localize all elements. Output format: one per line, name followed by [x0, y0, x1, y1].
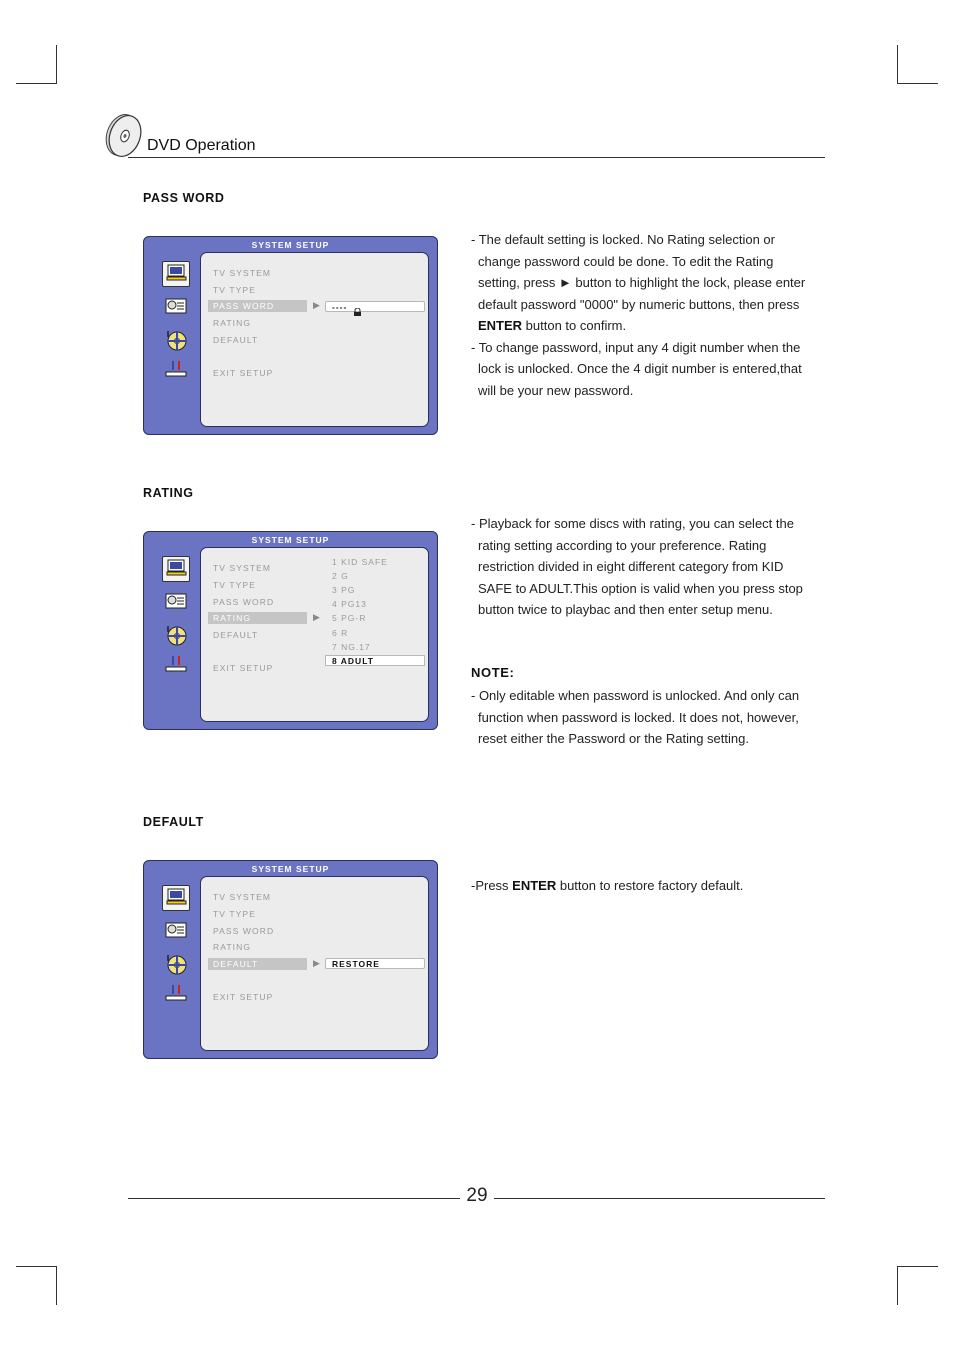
menu-item-tv-type[interactable]: TV TYPE — [213, 909, 256, 919]
setup-menu-content — [200, 876, 429, 1051]
menu-item-tv-type[interactable]: TV TYPE — [213, 580, 256, 590]
setup-menu-default — [143, 860, 438, 1059]
section-heading-password: PASS WORD — [143, 191, 225, 205]
setup-menu-title: SYSTEM SETUP — [251, 240, 330, 250]
speaker-icon[interactable] — [162, 358, 190, 384]
footer-divider-right — [494, 1198, 825, 1199]
arrow-right-icon: ▶ — [313, 612, 320, 622]
restore-value-field[interactable] — [325, 958, 425, 969]
password-paragraph-1: - The default setting is locked. No Rating selection or change password could be done. To edit the Rating setting, press ► button to highlight the lock, please enter default password "0000" by numeric buttons, then press ENTER button to confirm. — [471, 232, 806, 333]
rating-option[interactable]: 5 PG-R — [332, 613, 367, 623]
menu-item-tv-system[interactable]: TV SYSTEM — [213, 563, 272, 573]
menu-item-tv-system[interactable]: TV SYSTEM — [213, 892, 272, 902]
header-divider — [128, 157, 825, 158]
audio-disc-icon[interactable] — [162, 951, 190, 977]
disc-icon — [103, 112, 149, 163]
setup-menu-title: SYSTEM SETUP — [251, 535, 330, 545]
footer-divider-left — [128, 1198, 460, 1199]
menu-item-rating[interactable]: RATING — [213, 318, 252, 328]
audio-disc-icon[interactable] — [162, 327, 190, 353]
lock-icon — [353, 303, 362, 321]
tv-system-icon[interactable] — [162, 261, 190, 287]
note-paragraph: - Only editable when password is unlocked. And only can function when password is locked. It does not, however, reset either the Password or the Rating setting. — [471, 688, 800, 746]
menu-item-tv-system[interactable]: TV SYSTEM — [213, 268, 272, 278]
tv-system-icon[interactable] — [162, 885, 190, 911]
menu-item-label: PASS WORD — [213, 301, 275, 311]
password-value-field[interactable] — [325, 301, 425, 312]
rating-option[interactable]: 4 PG13 — [332, 599, 367, 609]
language-icon[interactable] — [162, 918, 190, 944]
password-paragraph-2: - To change password, input any 4 digit number when the lock is unlocked. Once the 4 digit number is entered,that will be your new password. — [471, 339, 802, 398]
rating-note — [471, 685, 816, 750]
menu-item-tv-type[interactable]: TV TYPE — [213, 285, 256, 295]
section-heading-rating: RATING — [143, 486, 194, 500]
password-description — [471, 229, 816, 401]
menu-item-label: DEFAULT — [213, 959, 259, 969]
menu-item-default[interactable]: DEFAULT — [213, 335, 259, 345]
rating-option[interactable]: 1 KID SAFE — [332, 557, 388, 567]
page-title: DVD Operation — [147, 137, 256, 154]
arrow-right-icon: ▶ — [313, 958, 320, 968]
section-heading-default: DEFAULT — [143, 815, 204, 829]
speaker-icon[interactable] — [162, 653, 190, 679]
audio-disc-icon[interactable] — [162, 622, 190, 648]
rating-option-label: 8 ADULT — [332, 656, 374, 666]
menu-item-exit-setup[interactable]: EXIT SETUP — [213, 663, 274, 673]
password-value: ---- — [332, 302, 348, 312]
tv-system-icon[interactable] — [162, 556, 190, 582]
menu-item-password-selected[interactable] — [208, 300, 307, 312]
setup-menu-content — [200, 547, 429, 722]
menu-item-default-selected[interactable] — [208, 958, 307, 970]
rating-option-selected[interactable] — [325, 655, 425, 666]
page-number: 29 — [466, 1185, 488, 1206]
rating-option[interactable]: 7 NG.17 — [332, 642, 371, 652]
menu-item-exit-setup[interactable]: EXIT SETUP — [213, 992, 274, 1002]
setup-menu-password — [143, 236, 438, 435]
menu-item-password[interactable]: PASS WORD — [213, 926, 275, 936]
speaker-icon[interactable] — [162, 982, 190, 1008]
setup-menu-rating — [143, 531, 438, 730]
language-icon[interactable] — [162, 589, 190, 615]
rating-option[interactable]: 6 R — [332, 628, 349, 638]
menu-item-label: RATING — [213, 613, 252, 623]
rating-option[interactable]: 2 G — [332, 571, 349, 581]
menu-item-rating[interactable]: RATING — [213, 942, 252, 952]
menu-item-exit-setup[interactable]: EXIT SETUP — [213, 368, 274, 378]
default-description — [471, 875, 816, 897]
menu-item-password[interactable]: PASS WORD — [213, 597, 275, 607]
setup-menu-content — [200, 252, 429, 427]
setup-menu-title: SYSTEM SETUP — [251, 864, 330, 874]
menu-item-default[interactable]: DEFAULT — [213, 630, 259, 640]
rating-option[interactable]: 3 PG — [332, 585, 356, 595]
language-icon[interactable] — [162, 294, 190, 320]
rating-description — [471, 513, 816, 621]
restore-value: RESTORE — [332, 959, 380, 969]
note-label: NOTE: — [471, 665, 515, 680]
default-paragraph: -Press ENTER button to restore factory default. — [471, 878, 744, 893]
menu-item-rating-selected[interactable] — [208, 612, 307, 624]
arrow-right-icon: ▶ — [313, 300, 320, 310]
rating-paragraph: - Playback for some discs with rating, you can select the rating setting according to your preference. Rating restriction divided in eight different category from KID SAFE to ADULT.This option is valid when you press stop button twice to playbac and then enter setup menu. — [471, 516, 803, 617]
